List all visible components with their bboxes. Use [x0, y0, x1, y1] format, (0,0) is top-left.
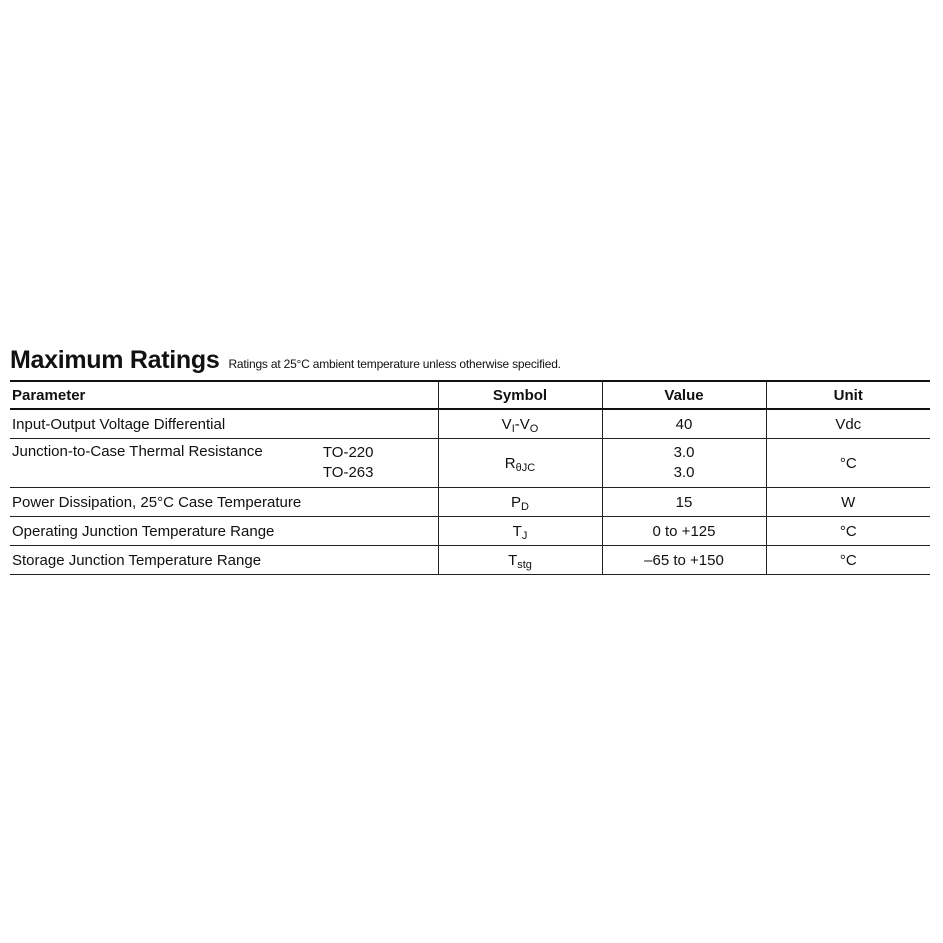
symbol-sub: J — [521, 529, 528, 542]
table-row — [10, 409, 930, 439]
unit-cell: °C — [766, 546, 930, 575]
value-cell: 15 — [602, 488, 766, 517]
maximum-ratings-section — [10, 346, 930, 575]
symbol-main: V — [519, 415, 530, 433]
section-title: Maximum Ratings — [10, 346, 220, 374]
unit-cell: Vdc — [766, 409, 930, 439]
parameter-cell — [10, 439, 438, 488]
value-item: 3.0 — [673, 444, 695, 461]
parameter-cell: Power Dissipation, 25°C Case Temperature — [12, 493, 302, 511]
table-row — [10, 439, 930, 488]
section-note: Ratings at 25°C ambient temperature unless otherwise specified. — [228, 357, 561, 371]
value-cell: –65 to +150 — [602, 546, 766, 575]
symbol-main: T — [512, 522, 522, 540]
parameter-cell: Storage Junction Temperature Range — [12, 551, 262, 569]
value-cell — [602, 439, 766, 488]
symbol-cell — [438, 439, 602, 488]
header-value: Value — [602, 381, 766, 409]
table-row — [10, 517, 930, 546]
symbol-cell — [438, 546, 602, 575]
symbol-sub: θJC — [515, 461, 536, 474]
table-header-row — [10, 381, 930, 409]
symbol-main: V — [501, 415, 512, 433]
ratings-table — [10, 380, 930, 575]
symbol-sub: stg — [517, 558, 532, 571]
symbol-separator: - — [514, 415, 520, 433]
header-symbol: Symbol — [438, 381, 602, 409]
symbol-cell — [438, 517, 602, 546]
parameter-cell: Operating Junction Temperature Range — [12, 522, 275, 540]
symbol-cell — [438, 488, 602, 517]
parameter-label: Junction-to-Case Thermal Resistance — [12, 443, 263, 460]
symbol-sub: O — [529, 422, 539, 435]
package-label: TO-220 — [322, 444, 374, 461]
header-parameter: Parameter — [12, 386, 86, 404]
parameter-cell: Input-Output Voltage Differential — [12, 415, 226, 433]
symbol-cell — [438, 409, 602, 439]
value-cell: 40 — [602, 409, 766, 439]
table-row — [10, 488, 930, 517]
symbol-sub: D — [521, 500, 529, 513]
value-list — [603, 443, 766, 483]
table-row — [10, 546, 930, 575]
unit-cell: °C — [766, 439, 930, 488]
package-list — [323, 443, 374, 483]
value-cell: 0 to +125 — [602, 517, 766, 546]
section-heading — [10, 346, 930, 380]
unit-cell: °C — [766, 517, 930, 546]
symbol-sub: I — [511, 422, 515, 435]
package-label: TO-263 — [322, 464, 374, 481]
symbol-main: T — [508, 551, 518, 569]
value-item: 3.0 — [673, 464, 695, 481]
symbol-main: P — [511, 493, 522, 511]
symbol-main: R — [504, 454, 516, 472]
header-unit: Unit — [766, 381, 930, 409]
unit-cell: W — [766, 488, 930, 517]
